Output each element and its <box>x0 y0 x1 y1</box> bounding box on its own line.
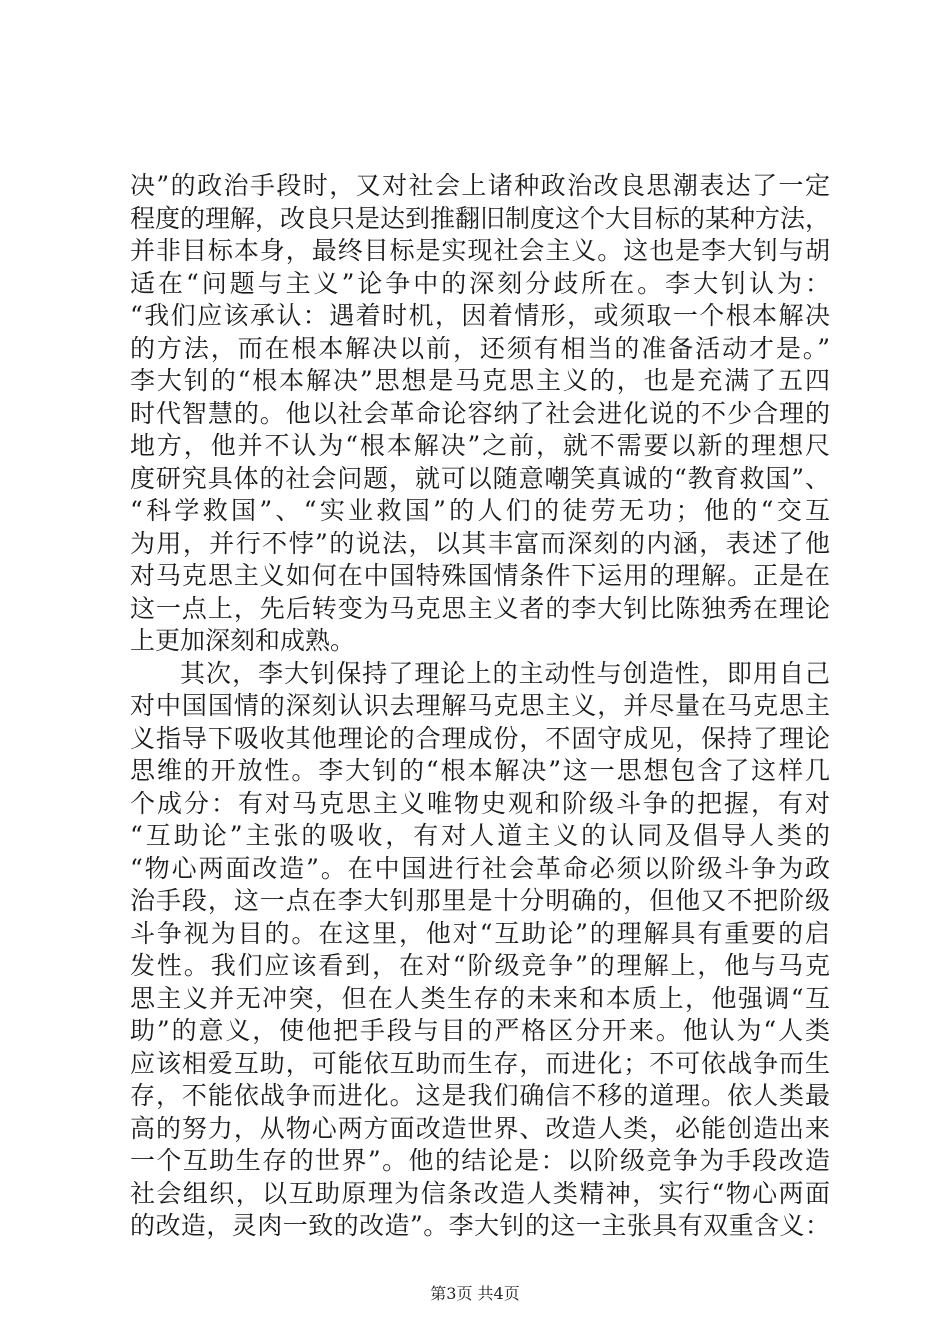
page-footer <box>0 1284 950 1304</box>
text-line: 为用，并行不悖”的说法，以其丰富而深刻的内涵，表述了他 <box>130 528 830 558</box>
text-line: 社会组织，以互助原理为信条改造人类精神，实行“物心两面 <box>130 1178 830 1208</box>
text-line: 高的努力，从物心两方面改造世界、改造人类，必能创造出来 <box>130 1113 830 1143</box>
text-line: 对马克思主义如何在中国特殊国情条件下运用的理解。正是在 <box>130 561 830 590</box>
body-text <box>130 170 830 1243</box>
text-line: 助”的意义，使他把手段与目的严格区分开来。他认为“人类 <box>130 1016 830 1045</box>
text-line: 思主义并无冲突，但在人类生存的未来和本质上，他强调“互 <box>130 983 830 1013</box>
text-line: 地方，他并不认为“根本解决”之前，就不需要以新的理想尺 <box>130 431 830 460</box>
text-line: 存，不能依战争而进化。这是我们确信不移的道理。依人类最 <box>130 1081 830 1110</box>
text-line: 一个互助生存的世界”。他的结论是：以阶级竞争为手段改造 <box>130 1146 830 1175</box>
text-line: 这一点上，先后转变为马克思主义者的李大钊比陈独秀在理论 <box>130 593 830 623</box>
text-line: 时代智慧的。他以社会革命论容纳了社会进化说的不少合理的 <box>130 398 830 428</box>
text-line: 并非目标本身，最终目标是实现社会主义。这也是李大钊与胡 <box>130 236 830 265</box>
text-line: 发性。我们应该看到，在对“阶级竞争”的理解上，他与马克 <box>130 951 830 980</box>
text-line: 治手段，这一点在李大钊那里是十分明确的，但他又不把阶级 <box>130 886 830 915</box>
text-line: 应该相爱互助，可能依互助而生存，而进化；不可依战争而生 <box>130 1048 830 1078</box>
text-line: 上更加深刻和成熟。 <box>130 626 356 655</box>
text-line: 斗争视为目的。在这里，他对“互助论”的理解具有重要的启 <box>130 918 830 948</box>
page-number-label: 第3页 共4页 <box>430 1284 520 1303</box>
text-line: 个成分：有对马克思主义唯物史观和阶级斗争的把握，有对 <box>130 788 830 818</box>
text-line: 程度的理解，改良只是达到推翻旧制度这个大目标的某种方法， <box>130 203 831 233</box>
text-line: 决”的政治手段时，又对社会上诸种政治改良思潮表达了一定 <box>130 171 830 200</box>
text-line: 对中国国情的深刻认识去理解马克思主义，并尽量在马克思主 <box>130 691 830 720</box>
text-line: “物心两面改造”。在中国进行社会革命必须以阶级斗争为政 <box>130 853 830 883</box>
text-line: 思维的开放性。李大钊的“根本解决”这一思想包含了这样几 <box>130 756 830 785</box>
text-line: “我们应该承认：遇着时机，因着情形，或须取一个根本解决 <box>130 301 830 330</box>
text-line: 的方法，而在根本解决以前，还须有相当的准备活动才是。” <box>130 333 830 363</box>
text-line: 义指导下吸收其他理论的合理成份，不固守成见，保持了理论 <box>130 723 830 753</box>
text-line: 度研究具体的社会问题，就可以随意嘲笑真诚的“教育救国”、 <box>130 463 830 493</box>
text-line: “科学救国”、“实业救国”的人们的徒劳无功；他的“交互 <box>130 496 830 525</box>
text-line: 的改造，灵肉一致的改造”。李大钊的这一主张具有双重含义： <box>130 1211 830 1240</box>
text-line: 其次，李大钊保持了理论上的主动性与创造性，即用自己 <box>180 658 830 688</box>
text-line: 适在“问题与主义”论争中的深刻分歧所在。李大钊认为： <box>130 268 830 298</box>
text-line: “互助论”主张的吸收，有对人道主义的认同及倡导人类的 <box>130 821 830 850</box>
text-line: 李大钊的“根本解决”思想是马克思主义的，也是充满了五四 <box>130 366 830 395</box>
